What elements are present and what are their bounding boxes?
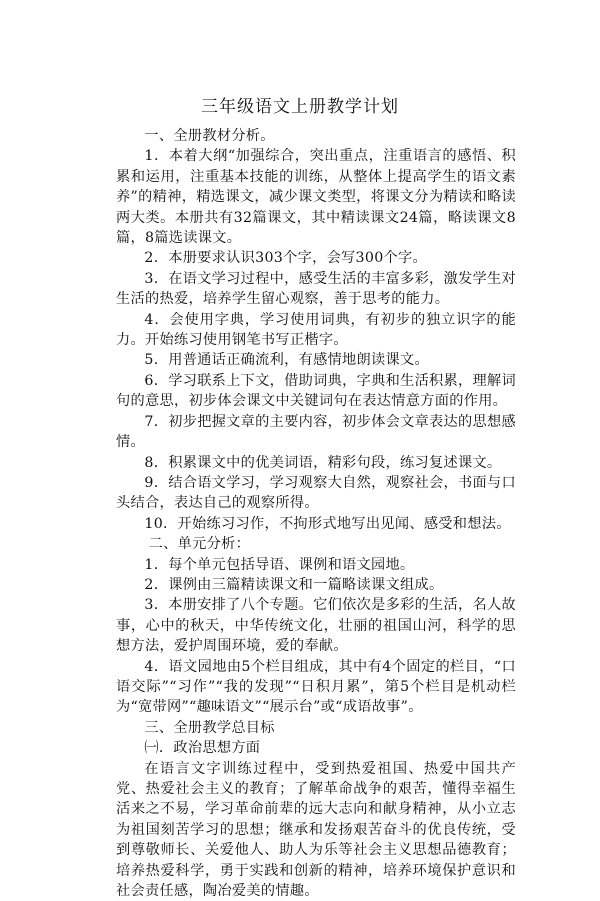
list-item: 2．课例由三篇精读课文和一篇略读课文组成。 bbox=[144, 576, 444, 593]
section-heading: 三、全册教学总目标 bbox=[144, 719, 275, 736]
list-item: 5．用普通话正确流利，有感情地朗读课文。 bbox=[144, 352, 429, 369]
body-paragraph: 在语言文字训练过程中，受到热爱祖国、热爱中国共产党、热爱社会主义的教育；了解革命战争的艰苦，懂得幸福生活来之不易，学习革命前辈的远大志向和献身精神，从小立志为祖国刻苦学习的思想；继承和发扬艰苦奋斗的优良传统，受到尊敬师长、关爱他人、助人为乐等社会主义思想品德教育；培养热爱科学，勇于实践和创新的精神，培养环境保护意识和社会责任感，陶冶爱美的情趣。 bbox=[116, 760, 516, 900]
document-title: 三年级语文上册教学计划 bbox=[201, 97, 399, 117]
list-item: 4．会使用字典，学习使用词典，有初步的独立识字的能力。开始练习使用钢笔书写正楷字。 bbox=[116, 311, 516, 349]
list-item: 4．语文园地由5个栏目组成，其中有4个固定的栏目，“口语交际”“习作”“我的发现”“日积月累”，第5个栏目是机动栏为“宽带网”“趣味语文”“展示台”或“成语故事”。 bbox=[116, 658, 516, 716]
list-item: 6．学习联系上下文，借助词典，字典和生活积累，理解词句的意思，初步体会课文中关键词句在表达情意方面的作用。 bbox=[116, 372, 516, 410]
list-item: 10．开始练习习作，不拘形式地写出见闻、感受和想法。 bbox=[144, 515, 511, 532]
list-item: 7．初步把握文章的主要内容，初步体会文章表达的思想感情。 bbox=[116, 413, 516, 451]
section-heading: 一、全册教材分析。 bbox=[144, 128, 275, 144]
list-item: 2．本册要求认识303个字，会写300个字。 bbox=[144, 250, 427, 267]
list-item: 8．积累课文中的优美词语，精彩句段，练习复述课文。 bbox=[144, 454, 502, 471]
list-item: 1．每个单元包括导语、课例和语文园地。 bbox=[144, 556, 415, 573]
section-heading: 二、单元分析： bbox=[148, 536, 251, 553]
list-item: 3．在语文学习过程中，感受生活的丰富多彩，激发学生对生活的热爱，培养学生留心观察，善于思考的能力。 bbox=[116, 270, 516, 308]
document-body bbox=[116, 126, 516, 901]
list-item: 3．本册安排了八个专题。它们依次是多彩的生活，名人故事，心中的秋天，中华传统文化，壮丽的祖国山河，科学的思想方法，爱护周围环境，爱的奉献。 bbox=[116, 597, 516, 655]
list-item: 9．结合语文学习，学习观察大自然，观察社会，书面与口头结合，表达自己的观察所得。 bbox=[116, 474, 516, 512]
list-item: 1．本着大纲“加强综合，突出重点，注重语言的感悟、积累和运用，注重基本技能的训练，从整体上提高学生的语文素养”的精神，精选课文，减少课文类型，将课文分为精读和略读两大类。本册共有32篇课文，其中精读课文24篇，略读课文8篇，8篇选读课文。 bbox=[116, 148, 516, 247]
subsection-heading: ㈠．政治思想方面 bbox=[144, 740, 261, 757]
